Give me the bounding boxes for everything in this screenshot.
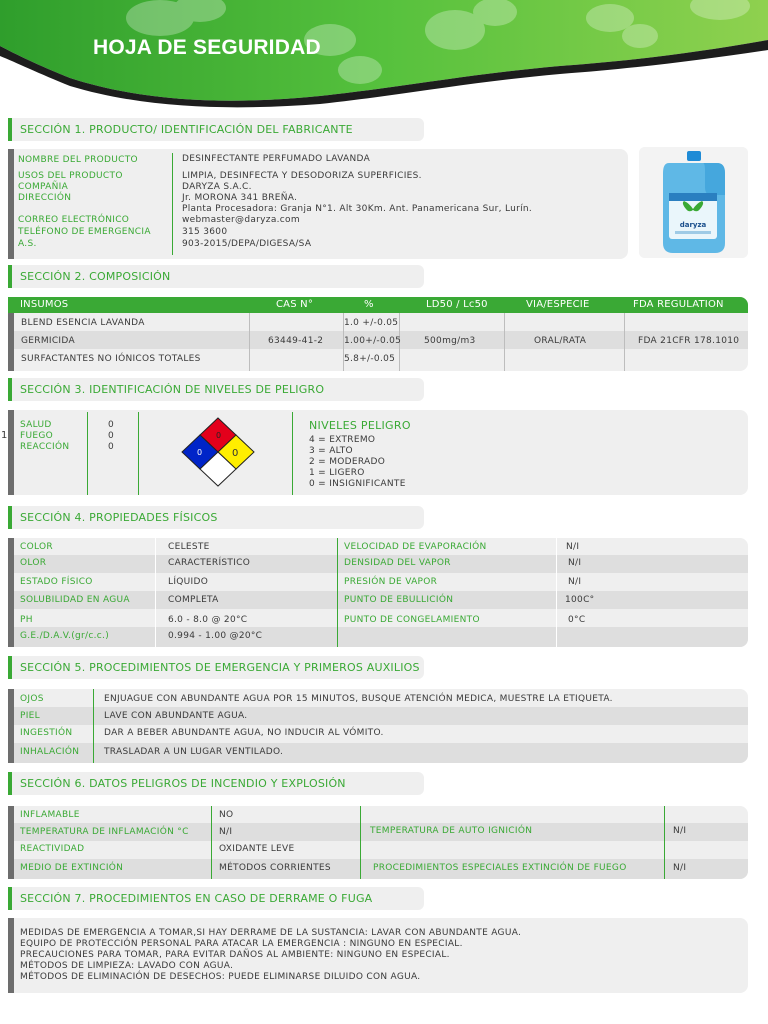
table-cell: 1.0 +/-0.05 xyxy=(344,318,399,328)
value-product-uses: LIMPIA, DESINFECTA Y DESODORIZA SUPERFICIES. xyxy=(182,171,422,181)
label-company: COMPAÑIA xyxy=(18,182,69,192)
level-item: 1 = LIGERO xyxy=(309,468,365,478)
value-fire: 0 xyxy=(108,431,115,441)
section-7-header xyxy=(8,887,424,910)
table-cell: 63449-41-2 xyxy=(268,336,324,346)
section-1-title: SECCIÓN 1. PRODUCTO/ IDENTIFICACIÓN DEL FABRICANTE xyxy=(20,123,353,136)
label-reaction: REACCIÓN xyxy=(20,442,70,452)
value-email: webmaster@daryza.com xyxy=(182,215,300,225)
bottle-illustration xyxy=(639,147,748,258)
fire-data-value: N/I xyxy=(673,826,687,836)
property-label: G.E./D.A.V.(gr/c.c.) xyxy=(20,631,110,641)
first-aid-label: PIEL xyxy=(20,711,40,721)
table-cell: 1.00+/-0.05 xyxy=(344,336,402,346)
fire-data-label: INFLAMABLE xyxy=(20,810,80,820)
fire-data-label: PROCEDIMIENTOS ESPECIALES EXTINCIÓN DE FUEGO xyxy=(373,863,627,873)
value-company: DARYZA S.A.C. xyxy=(182,182,252,192)
fire-data-value: OXIDANTE LEVE xyxy=(219,844,295,854)
fire-data-value: N/I xyxy=(673,863,687,873)
property-value: CARACTERÍSTICO xyxy=(168,558,251,568)
property-label: COLOR xyxy=(20,542,53,552)
spill-line: MÉTODOS DE ELIMINACIÓN DE DESECHOS: PUEDE ELIMINARSE DILUIDO CON AGUA. xyxy=(20,972,421,982)
first-aid-instruction: ENJUAGUE CON ABUNDANTE AGUA POR 15 MINUTOS, BUSQUE ATENCIÓN MEDICA, MUESTRE LA ETIQUETA. xyxy=(104,694,613,704)
label-as: A.S. xyxy=(18,239,37,249)
property-value: COMPLETA xyxy=(168,595,219,605)
level-item: 2 = MODERADO xyxy=(309,457,386,467)
fire-data-value: N/I xyxy=(219,827,233,837)
table-cell: SURFACTANTES NO IÓNICOS TOTALES xyxy=(21,354,201,364)
physical-properties-panel xyxy=(8,538,748,647)
fire-data-panel xyxy=(8,806,748,879)
fire-data-value: MÉTODOS CORRIENTES xyxy=(219,863,331,873)
table-cell: 500mg/m3 xyxy=(424,336,476,346)
column-header: LD50 / Lc50 xyxy=(426,299,488,310)
spill-line: MEDIDAS DE EMERGENCIA A TOMAR,SI HAY DERRAME DE LA SUSTANCIA: LAVAR CON ABUNDANTE AGUA. xyxy=(20,928,522,938)
label-health: SALUD xyxy=(20,420,52,430)
section-1-header xyxy=(8,118,424,141)
section-6-title: SECCIÓN 6. DATOS PELIGROS DE INCENDIO Y EXPLOSIÓN xyxy=(20,777,346,790)
property-label: VELOCIDAD DE EVAPORACIÓN xyxy=(344,542,487,552)
first-aid-instruction: LAVE CON ABUNDANTE AGUA. xyxy=(104,711,248,721)
property-label: OLOR xyxy=(20,558,47,568)
property-value: 100C° xyxy=(565,595,595,605)
table-cell: BLEND ESENCIA LAVANDA xyxy=(21,318,145,328)
fire-data-value: NO xyxy=(219,810,234,820)
spill-line: MÉTODOS DE LIMPIEZA: LAVADO CON AGUA. xyxy=(20,961,234,971)
spill-line: EQUIPO DE PROTECCIÓN PERSONAL PARA ATACAR LA EMERGENCIA : NINGUNO EN ESPECIAL. xyxy=(20,939,463,949)
label-address: DIRECCIÓN xyxy=(18,193,72,203)
first-aid-label: INGESTIÓN xyxy=(20,728,73,738)
diamond-reactivity-value: 0 xyxy=(232,448,239,459)
label-emergency-phone: TELÉFONO DE EMERGENCIA xyxy=(18,227,151,237)
table-cell: ORAL/RATA xyxy=(534,336,587,346)
section-1-panel xyxy=(8,149,628,259)
column-header: VIA/ESPECIE xyxy=(526,299,590,310)
value-plant-address: Planta Procesadora: Granja N°1. Alt 30Km. Ant. Panamericana Sur, Lurín. xyxy=(182,204,533,214)
level-item: 3 = ALTO xyxy=(309,446,353,456)
side-mark: 1 xyxy=(1,430,8,441)
table-cell: 5.8+/-0.05 xyxy=(344,354,396,364)
fire-data-label: TEMPERATURA DE INFLAMACIÓN °C xyxy=(20,827,189,837)
brand-label: daryza xyxy=(679,221,707,229)
property-value: 0°C xyxy=(568,615,586,625)
product-image xyxy=(639,147,748,258)
diamond-health-value: 0 xyxy=(197,448,203,457)
composition-table xyxy=(8,297,748,371)
column-header: FDA REGULATION xyxy=(633,299,724,310)
column-header: INSUMOS xyxy=(20,299,69,310)
label-product-name: NOMBRE DEL PRODUCTO xyxy=(18,155,138,165)
first-aid-instruction: TRASLADAR A UN LUGAR VENTILADO. xyxy=(104,747,284,757)
property-value: N/I xyxy=(568,558,582,568)
table-cell: GERMICIDA xyxy=(21,336,75,346)
section-4-title: SECCIÓN 4. PROPIEDADES FÍSICOS xyxy=(20,511,218,524)
property-label: DENSIDAD DEL VAPOR xyxy=(344,558,451,568)
property-label: PUNTO DE EBULLICIÓN xyxy=(344,595,454,605)
column-header: % xyxy=(364,299,374,310)
value-as: 903-2015/DEPA/DIGESA/SA xyxy=(182,239,312,249)
value-reaction: 0 xyxy=(108,442,115,452)
level-item: 0 = INSIGNIFICANTE xyxy=(309,479,406,489)
property-value: 0.994 - 1.00 @20°C xyxy=(168,631,263,641)
label-email: CORREO ELECTRÓNICO xyxy=(18,215,130,225)
section-4-header xyxy=(8,506,424,529)
column-header: CAS N° xyxy=(276,299,314,310)
fire-data-label: REACTIVIDAD xyxy=(20,844,85,854)
diamond-fire-value: 0 xyxy=(216,431,222,440)
property-label: PUNTO DE CONGELAMIENTO xyxy=(344,615,480,625)
first-aid-panel xyxy=(8,689,748,763)
value-health: 0 xyxy=(108,420,115,430)
section-7-title: SECCIÓN 7. PROCEDIMIENTOS EN CASO DE DERRAME O FUGA xyxy=(20,892,373,905)
label-product-uses: USOS DEL PRODUCTO xyxy=(18,171,123,181)
first-aid-label: OJOS xyxy=(20,694,44,704)
property-value: LÍQUIDO xyxy=(168,577,209,587)
composition-table-header xyxy=(8,297,748,313)
spill-procedures-panel xyxy=(8,918,748,993)
spill-line: PRECAUCIONES PARA TOMAR, PARA EVITAR DAÑOS AL AMBIENTE: NINGUNO EN ESPECIAL. xyxy=(20,950,450,960)
section-3-title: SECCIÓN 3. IDENTIFICACIÓN DE NIVELES DE PELIGRO xyxy=(20,383,325,396)
property-value: N/I xyxy=(566,542,580,552)
property-value: 6.0 - 8.0 @ 20°C xyxy=(168,615,248,625)
fire-data-label: TEMPERATURA DE AUTO IGNICIÓN xyxy=(370,826,533,836)
value-address: Jr. MORONA 341 BREÑA. xyxy=(182,193,298,203)
property-value: N/I xyxy=(568,577,582,587)
first-aid-instruction: DAR A BEBER ABUNDANTE AGUA, NO INDUCIR AL VÓMITO. xyxy=(104,728,384,738)
level-item: 4 = EXTREMO xyxy=(309,435,376,445)
section-5-title: SECCIÓN 5. PROCEDIMIENTOS DE EMERGENCIA Y PRIMEROS AUXILIOS xyxy=(20,661,420,674)
property-label: ESTADO FÍSICO xyxy=(20,577,93,587)
fire-data-label: MEDIO DE EXTINCIÓN xyxy=(20,863,124,873)
property-label: PH xyxy=(20,615,33,625)
property-label: SOLUBILIDAD EN AGUA xyxy=(20,595,130,605)
label-fire: FUEGO xyxy=(20,431,54,441)
section-3-header xyxy=(8,378,424,401)
first-aid-label: INHALACIÓN xyxy=(20,747,80,757)
document-title: HOJA DE SEGURIDAD xyxy=(93,36,321,59)
value-emergency-phone: 315 3600 xyxy=(182,227,228,237)
section-6-header xyxy=(8,772,424,795)
section-2-header xyxy=(8,265,424,288)
page-header xyxy=(0,0,768,110)
property-label: PRESIÓN DE VAPOR xyxy=(344,577,438,587)
levels-title: NIVELES PELIGRO xyxy=(309,419,411,432)
property-value: CELESTE xyxy=(168,542,210,552)
table-cell: FDA 21CFR 178.1010 xyxy=(638,336,740,346)
value-product-name: DESINFECTANTE PERFUMADO LAVANDA xyxy=(182,154,371,164)
hazard-panel xyxy=(8,410,748,495)
section-5-header xyxy=(8,656,424,679)
section-2-title: SECCIÓN 2. COMPOSICIÓN xyxy=(20,270,171,283)
nfpa-diamond-icon xyxy=(180,416,256,488)
